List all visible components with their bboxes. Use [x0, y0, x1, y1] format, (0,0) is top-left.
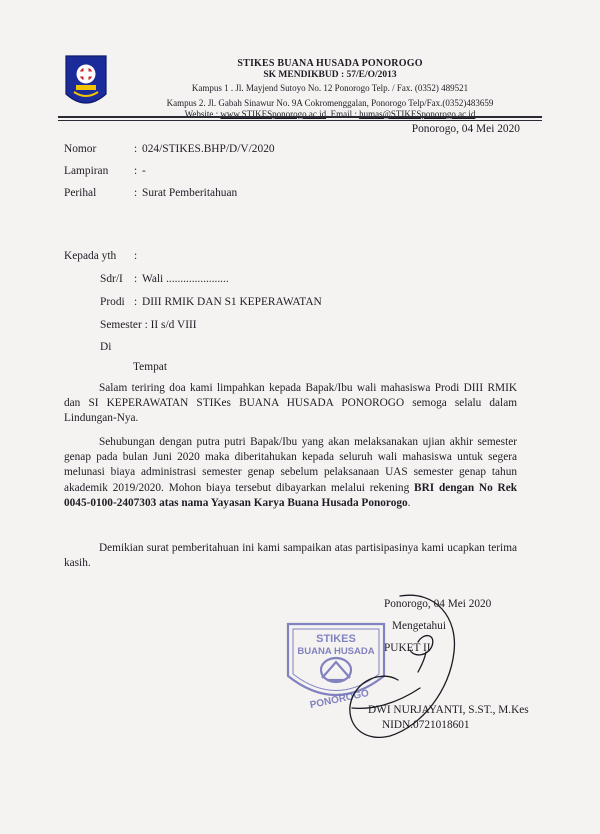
- letterhead-rule-thick: [58, 116, 542, 118]
- stamp-text-3: PONOROGO: [308, 687, 370, 712]
- meta-colon: :: [134, 143, 138, 155]
- institution-name: STIKES BUANA HUSADA PONOROGO: [237, 58, 423, 69]
- website-link[interactable]: www.STIKESponorogo.ac.id: [220, 109, 327, 119]
- meta-colon: :: [134, 187, 138, 199]
- letter-date: Ponorogo, 04 Mei 2020: [411, 123, 520, 135]
- recipient-prodi-value: DIII RMIK DAN S1 KEPERAWATAN: [142, 296, 322, 308]
- body-paragraph-3: Demikian surat pemberitahuan ini kami sampaikan atas partisipasinya kami ucapkan terima kasih.: [64, 542, 517, 570]
- contact-line: [120, 109, 540, 121]
- meta-value-perihal: Surat Pemberitahuan: [142, 187, 238, 199]
- body-paragraph-2-text: Sehubungan dengan putra putri Bapak/Ibu yang akan melaksanakan ujian akhir semester genap pada bulan Juni 2020 maka diberitahukan kepada seluruh wali mahasiswa untuk segera melunasi biaya administrasi semester genap sebelum pelaksanaan UAS semester genap tahun akademik 2019/2020. Mohon biaya tersebut dibayarkan melalui rekening: [64, 436, 517, 494]
- body-paragraph-1: Salam teriring doa kami limpahkan kepada Bapak/Ibu wali mahasiswa Prodi DIII RMIK dan SI KEPERAWATAN STIKes BUANA HUSADA PONOROGO semoga selalu dalam Lindungan-Nya.: [64, 382, 517, 425]
- signature-position: PUKET II: [384, 642, 431, 654]
- recipient-colon: :: [134, 273, 138, 285]
- body-paragraph-2: [64, 435, 517, 511]
- recipient-tempat: Tempat: [133, 361, 167, 373]
- meta-label-nomor: Nomor: [64, 143, 97, 155]
- recipient-sdr-value: Wali ......................: [142, 273, 229, 285]
- meta-label-perihal: Perihal: [64, 187, 97, 199]
- recipient-sdr-label: Sdr/I: [100, 273, 123, 285]
- recipient-colon: :: [134, 296, 138, 308]
- letterhead-rule-thin: [58, 120, 542, 121]
- meta-value-nomor: 024/STIKES.BHP/D/V/2020: [142, 143, 275, 155]
- recipient-semester: Semester : II s/d VIII: [100, 319, 197, 331]
- meta-label-lampiran: Lampiran: [64, 165, 109, 177]
- email-label: . Email :: [326, 109, 360, 119]
- recipient-prodi-label: Prodi: [100, 296, 125, 308]
- decree-number: SK MENDIKBUD : 57/E/O/2013: [263, 70, 397, 80]
- meta-colon: :: [134, 165, 138, 177]
- bank-account-details: BRI dengan No Rek 0045-0100-2407303 atas nama Yayasan Karya Buana Husada Ponorogo: [64, 481, 518, 509]
- recipient-to: Kepada yth: [64, 250, 117, 262]
- institution-logo: [64, 54, 108, 112]
- stamp-text-1: STIKES: [316, 633, 356, 645]
- recipient-di: Di: [100, 341, 112, 353]
- address-campus-1: Kampus 1 . Jl. Mayjend Sutoyo No. 12 Ponorogo Telp. / Fax. (0352) 489521: [191, 83, 469, 93]
- stamp-text-2: BUANA HUSADA: [297, 646, 375, 657]
- email-link[interactable]: humas@STIKESponorogo.ac.id: [359, 109, 476, 119]
- address-campus-2: Kampus 2. Jl. Gabah Sinawur No. 9A Cokromenggalan, Ponorogo Telp/Fax.(0352)483659: [166, 97, 494, 108]
- recipient-colon: :: [134, 250, 138, 262]
- signature-place-date: Ponorogo, 04 Mei 2020: [384, 598, 492, 610]
- letterhead: [120, 58, 540, 121]
- website-label: Website :: [184, 109, 221, 119]
- meta-value-lampiran: -: [142, 165, 146, 177]
- signature-knowing: Mengetahui: [392, 620, 446, 632]
- body-paragraph-2-end: .: [407, 496, 411, 509]
- signatory-nidn: NIDN.0721018601: [382, 719, 470, 731]
- signatory-name: DWI NURJAYANTI, S.ST., M.Kes: [368, 704, 529, 716]
